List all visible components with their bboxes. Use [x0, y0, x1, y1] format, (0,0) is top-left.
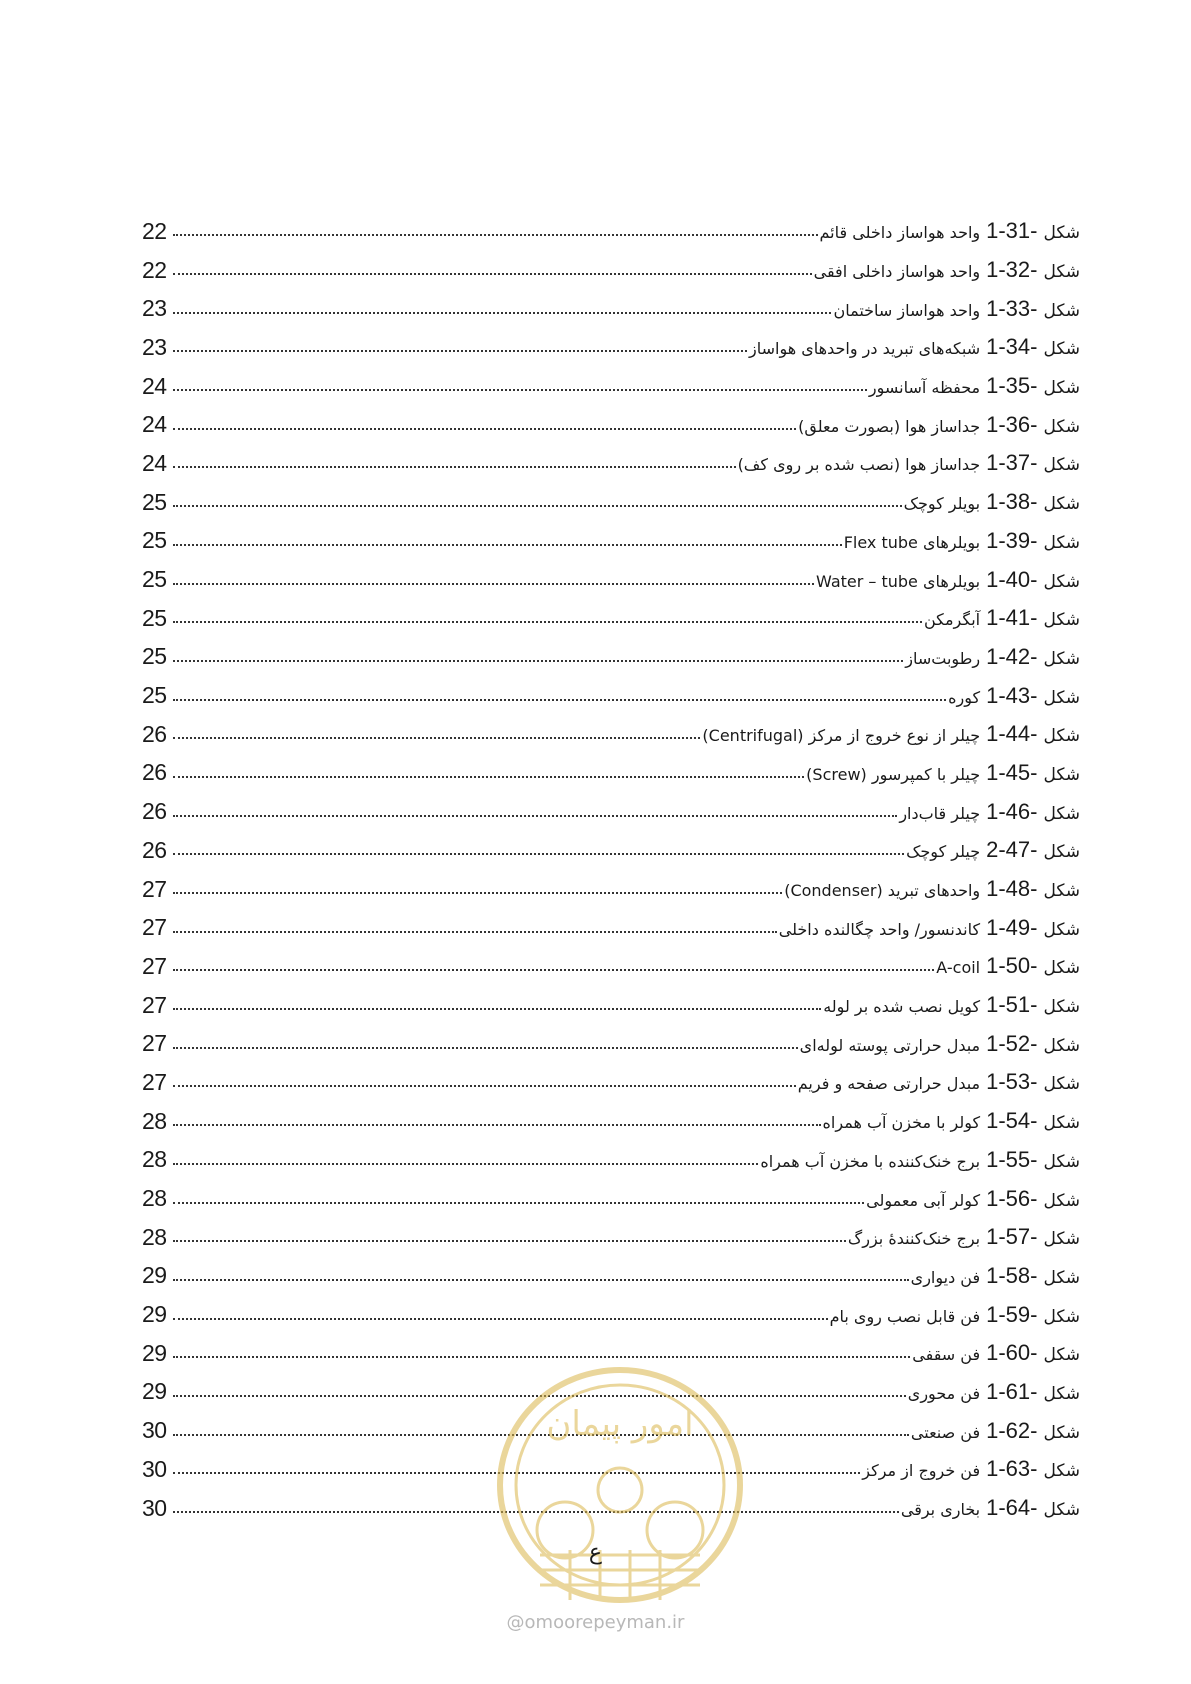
toc-entry[interactable] [142, 522, 1080, 561]
figure-number: 1-51- [986, 992, 1038, 1018]
toc-page-number: 25 [142, 488, 167, 515]
toc-label [800, 1031, 1080, 1057]
figure-prefix: شکل [1043, 416, 1080, 437]
toc-entry[interactable] [142, 754, 1080, 793]
dot-leader [173, 312, 831, 314]
dot-leader [173, 428, 796, 430]
figure-title: مبدل حرارتی پوسته لوله‌ای [799, 1035, 981, 1055]
figure-title: کولر با مخزن آب همراه [822, 1113, 981, 1133]
toc-page-number: 27 [142, 991, 167, 1018]
figure-number: 1-49- [986, 914, 1038, 940]
toc-page-number: 25 [142, 682, 167, 709]
dot-leader [173, 969, 934, 971]
figure-title: فن قابل نصب روی بام [829, 1306, 981, 1326]
dot-leader [173, 621, 922, 623]
toc-label [749, 334, 1080, 360]
toc-page-number: 26 [142, 798, 167, 825]
figure-number: 1-37- [986, 450, 1038, 476]
toc-page-number: 27 [142, 875, 167, 902]
figure-prefix: شکل [1043, 223, 1080, 244]
figure-number: 1-53- [986, 1069, 1038, 1095]
figure-title: کولر آبی معمولی [866, 1190, 981, 1210]
figure-prefix: شکل [1043, 842, 1080, 863]
figure-title: کوره [948, 687, 981, 707]
figure-title: فن دیواری [910, 1267, 981, 1287]
figure-number: 1-56- [986, 1185, 1038, 1211]
dot-leader [173, 1240, 846, 1242]
toc-page-number: 30 [142, 1417, 167, 1444]
toc-entry[interactable] [142, 405, 1080, 444]
toc-label [798, 412, 1080, 438]
dot-leader [173, 1202, 864, 1204]
figure-number: 1-62- [986, 1417, 1038, 1443]
figure-number: 1-38- [986, 489, 1038, 515]
dot-leader [173, 931, 777, 933]
figure-number: 1-31- [986, 218, 1038, 244]
toc-label [899, 799, 1080, 825]
toc-label [911, 1418, 1080, 1444]
figure-prefix: شکل [1043, 1461, 1080, 1482]
figure-title: واحد هواساز داخلی افقی [813, 262, 981, 282]
toc-entry[interactable] [142, 444, 1080, 483]
toc-entry[interactable] [142, 792, 1080, 831]
dot-leader [173, 737, 700, 739]
toc-label [820, 218, 1080, 244]
figure-prefix: شکل [1043, 455, 1080, 476]
figure-number: 1-64- [986, 1495, 1038, 1521]
dot-leader [173, 660, 903, 662]
toc-label [936, 953, 1080, 979]
figure-title: کویل نصب شده بر لوله [823, 997, 981, 1017]
figure-number: 1-39- [986, 527, 1038, 553]
dot-leader [173, 466, 736, 468]
figure-prefix: شکل [1043, 1345, 1080, 1366]
figure-number: 1-45- [986, 759, 1038, 785]
dot-leader [173, 892, 782, 894]
toc-entry[interactable] [142, 715, 1080, 754]
toc-label [784, 876, 1080, 902]
figure-title: جداساز هوا (نصب شده بر روی کف) [737, 455, 981, 475]
figure-prefix: شکل [1043, 262, 1080, 283]
toc-label [779, 915, 1080, 941]
toc-label [844, 528, 1080, 554]
dot-leader [173, 505, 902, 507]
toc-label [911, 1263, 1080, 1289]
toc-label [823, 992, 1080, 1018]
toc-page-number: 30 [142, 1494, 167, 1521]
figure-title: چیلر قاب‌دار [899, 803, 981, 823]
figure-number: 1-55- [986, 1146, 1038, 1172]
dot-leader [173, 699, 946, 701]
figure-title: شبکه‌های تبرید در واحدهای هواساز [749, 339, 981, 359]
dot-leader [173, 1085, 796, 1087]
figure-prefix: شکل [1043, 610, 1080, 631]
toc-page-number: 24 [142, 411, 167, 438]
figure-title: فن محوری [907, 1383, 981, 1403]
toc-page-number: 25 [142, 643, 167, 670]
toc-entry[interactable] [142, 947, 1080, 986]
figure-prefix: شکل [1043, 1113, 1080, 1134]
figure-number: 1-60- [986, 1340, 1038, 1366]
figure-prefix: شکل [1043, 300, 1080, 321]
figure-prefix: شکل [1043, 1306, 1080, 1327]
figure-title: واحدهای تبرید (Condenser) [784, 881, 981, 901]
toc-label [738, 450, 1080, 476]
figure-prefix: شکل [1043, 958, 1080, 979]
toc-entry[interactable] [142, 560, 1080, 599]
dot-leader [173, 1047, 798, 1049]
figure-title: فن سقفی [912, 1345, 981, 1365]
figure-title: کاندنسور/ واحد چگالنده داخلی [778, 919, 981, 939]
figure-number: 1-54- [986, 1108, 1038, 1134]
toc-page-number: 23 [142, 333, 167, 360]
figure-prefix: شکل [1043, 687, 1080, 708]
figure-prefix: شکل [1043, 764, 1080, 785]
toc-page-number: 30 [142, 1455, 167, 1482]
toc-page-number: 29 [142, 1378, 167, 1405]
figure-prefix: شکل [1043, 803, 1080, 824]
toc-entry[interactable] [142, 1102, 1080, 1141]
toc-label [912, 1340, 1080, 1366]
toc-entry[interactable] [142, 328, 1080, 367]
figure-title: چیلر با کمپرسور (Screw) [806, 764, 981, 784]
toc-label [862, 1456, 1080, 1482]
toc-page-number: 27 [142, 1068, 167, 1095]
figure-number: 1-57- [986, 1224, 1038, 1250]
toc-entry[interactable] [142, 986, 1080, 1025]
website-watermark: @omoorepeyman.ir [506, 1612, 685, 1633]
toc-label [866, 1186, 1080, 1212]
figure-number: 1-50- [986, 953, 1038, 979]
toc-page-number: 29 [142, 1339, 167, 1366]
dot-leader [173, 273, 812, 275]
page-number: ع [588, 1540, 603, 1565]
toc-label [905, 644, 1080, 670]
figure-title: چیلر کوچک [906, 842, 981, 862]
figure-title: A-coil [936, 958, 981, 978]
dot-leader [173, 1124, 821, 1126]
toc-page-number: 28 [142, 1223, 167, 1250]
toc-page-number: 23 [142, 295, 167, 322]
figure-number: 1-41- [986, 605, 1038, 631]
figure-number: 1-33- [986, 295, 1038, 321]
figure-number: 1-58- [986, 1262, 1038, 1288]
figure-prefix: شکل [1043, 1151, 1080, 1172]
figure-prefix: شکل [1043, 919, 1080, 940]
figure-title: آبگرمکن [923, 610, 981, 630]
watermark-seal-icon [470, 1355, 770, 1615]
toc-label [869, 373, 1080, 399]
figure-title: واحد هواساز ساختمان [833, 300, 981, 320]
figure-title: واحد هواساز داخلی قائم [819, 223, 981, 243]
toc-page-number: 27 [142, 1030, 167, 1057]
toc-label [848, 1224, 1080, 1250]
toc-page-number: 25 [142, 527, 167, 554]
toc-label [908, 1379, 1080, 1405]
toc-label [816, 567, 1080, 593]
toc-entry[interactable] [142, 599, 1080, 638]
dot-leader [173, 389, 867, 391]
toc-page-number: 24 [142, 372, 167, 399]
toc-label [814, 257, 1080, 283]
dot-leader [173, 583, 814, 585]
figure-prefix: شکل [1043, 1500, 1080, 1521]
toc-page-number: 29 [142, 1262, 167, 1289]
figure-prefix: شکل [1043, 1074, 1080, 1095]
toc-label [760, 1147, 1080, 1173]
figure-title: چیلر از نوع خروج از مرکز (Centrifugal) [702, 726, 981, 746]
figure-number: 1-36- [986, 411, 1038, 437]
figure-title: مبدل حرارتی صفحه و فریم [797, 1074, 981, 1094]
toc-page-number: 28 [142, 1185, 167, 1212]
figure-title: فن خروج از مرکز [862, 1461, 981, 1481]
figure-prefix: شکل [1043, 1190, 1080, 1211]
figure-title: بویلرهای Water – tube [816, 571, 981, 591]
figure-title: برج خنک‌کنندۀ بزرگ [847, 1229, 981, 1249]
toc-entry[interactable] [142, 1179, 1080, 1218]
figure-number: 1-43- [986, 682, 1038, 708]
toc-label [906, 837, 1080, 863]
toc-label [904, 489, 1080, 515]
toc-entry[interactable] [142, 1218, 1080, 1257]
dot-leader [173, 544, 842, 546]
figure-number: 1-32- [986, 257, 1038, 283]
figure-title: بویلرهای Flex tube [843, 532, 981, 552]
figure-prefix: شکل [1043, 997, 1080, 1018]
toc-page-number: 22 [142, 256, 167, 283]
dot-leader [173, 1163, 758, 1165]
dot-leader [173, 853, 904, 855]
toc-entry[interactable] [142, 251, 1080, 290]
dot-leader [173, 1279, 909, 1281]
figure-number: 1-61- [986, 1378, 1038, 1404]
toc-page-number: 25 [142, 604, 167, 631]
figure-number: 1-35- [986, 373, 1038, 399]
figure-prefix: شکل [1043, 339, 1080, 360]
figure-title: محفظه آسانسور [868, 378, 981, 398]
toc-label [924, 605, 1080, 631]
figure-prefix: شکل [1043, 1229, 1080, 1250]
figure-prefix: شکل [1043, 881, 1080, 902]
figure-number: 1-63- [986, 1456, 1038, 1482]
toc-entry[interactable] [142, 1295, 1080, 1334]
toc-label [823, 1108, 1080, 1134]
toc-entry[interactable] [142, 367, 1080, 406]
toc-entry[interactable] [142, 831, 1080, 870]
toc-page-number: 27 [142, 952, 167, 979]
toc-label [798, 1069, 1080, 1095]
toc-entry[interactable] [142, 289, 1080, 328]
toc-page-number: 28 [142, 1146, 167, 1173]
toc-label [948, 683, 1080, 709]
toc-entry[interactable] [142, 1063, 1080, 1102]
toc-entry[interactable] [142, 1257, 1080, 1296]
figure-prefix: شکل [1043, 1267, 1080, 1288]
toc-entry[interactable] [142, 1141, 1080, 1180]
figure-prefix: شکل [1043, 532, 1080, 553]
toc-entry[interactable] [142, 1024, 1080, 1063]
dot-leader [173, 1318, 828, 1320]
toc-page-number: 26 [142, 759, 167, 786]
toc-label [833, 296, 1080, 322]
figure-prefix: شکل [1043, 1383, 1080, 1404]
svg-text:امور پیمان: امور پیمان [546, 1404, 694, 1444]
toc-entry[interactable] [142, 212, 1080, 251]
toc-page-number: 24 [142, 449, 167, 476]
figure-title: رطوبت‌ساز [905, 648, 981, 668]
toc-page-number: 25 [142, 566, 167, 593]
dot-leader [173, 234, 818, 236]
figure-number: 1-52- [986, 1030, 1038, 1056]
figure-number: 2-47- [986, 837, 1038, 863]
toc-entry[interactable] [142, 638, 1080, 677]
toc-entry[interactable] [142, 870, 1080, 909]
figure-prefix: شکل [1043, 494, 1080, 515]
figure-number: 1-46- [986, 798, 1038, 824]
figure-title: جداساز هوا (بصورت معلق) [798, 416, 981, 436]
figure-prefix: شکل [1043, 648, 1080, 669]
figure-number: 1-48- [986, 876, 1038, 902]
toc-page-number: 26 [142, 720, 167, 747]
dot-leader [173, 1008, 821, 1010]
toc-label [901, 1495, 1080, 1521]
toc-label [806, 760, 1080, 786]
toc-entry[interactable] [142, 908, 1080, 947]
table-of-figures [142, 212, 1080, 1527]
toc-page-number: 28 [142, 1107, 167, 1134]
toc-page-number: 26 [142, 836, 167, 863]
figure-prefix: شکل [1043, 571, 1080, 592]
toc-entry[interactable] [142, 676, 1080, 715]
figure-number: 1-34- [986, 334, 1038, 360]
figure-prefix: شکل [1043, 378, 1080, 399]
dot-leader [173, 350, 747, 352]
figure-number: 1-40- [986, 566, 1038, 592]
figure-number: 1-59- [986, 1301, 1038, 1327]
dot-leader [173, 815, 897, 817]
toc-label [830, 1302, 1080, 1328]
figure-number: 1-44- [986, 721, 1038, 747]
figure-prefix: شکل [1043, 1035, 1080, 1056]
toc-entry[interactable] [142, 483, 1080, 522]
toc-page-number: 22 [142, 217, 167, 244]
toc-page-number: 29 [142, 1301, 167, 1328]
figure-title: برج خنک‌کننده با مخزن آب همراه [760, 1151, 981, 1171]
figure-number: 1-42- [986, 643, 1038, 669]
toc-page-number: 27 [142, 914, 167, 941]
dot-leader [173, 776, 804, 778]
figure-prefix: شکل [1043, 726, 1080, 747]
figure-title: بخاری برقی [900, 1500, 981, 1520]
figure-prefix: شکل [1043, 1422, 1080, 1443]
figure-title: بویلر کوچک [903, 494, 981, 514]
toc-label [702, 721, 1080, 747]
figure-title: فن صنعتی [910, 1422, 981, 1442]
